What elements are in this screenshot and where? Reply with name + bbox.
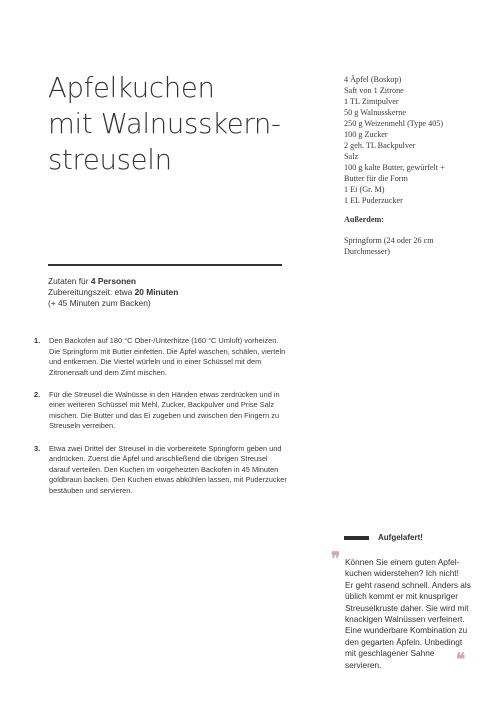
ingredient-item: 1 Ei (Gr. M) <box>344 185 385 194</box>
prep-time-value: 20 Minuten <box>134 287 179 298</box>
quote-line: kuchen widerstehen? Ich nicht! <box>345 568 459 579</box>
quote-open-icon: ❞ <box>331 549 341 569</box>
step-text: Den Backofen auf 180 °C Ober-/Unterhitze (160 °C Umluft) vorheizen. Die Springform mit Butter einfetten. Die Äpfel waschen, schälen, vierteln und entkernen. Die Viertel würfeln und in einer Schüssel mit dem Zitronensaft und dem Zimt mischen. <box>49 336 286 377</box>
ingredient-item: Salz <box>344 152 359 161</box>
servings-line <box>48 276 288 287</box>
prep-time-label: Zubereitungszeit: etwa <box>48 287 135 298</box>
title-line: mit Walnusskern- <box>48 108 281 140</box>
extra-equipment: Springform (24 oder 26 cm Durchmesser) <box>344 236 434 256</box>
quote-line: Streuselkruste daher. Sie wird mit <box>345 602 469 613</box>
servings-label: Zutaten für <box>48 276 91 286</box>
quote-line: knackigen Walnüssen verfeinert. <box>345 614 465 625</box>
ingredient-item: 1 TL Zimtpulver <box>344 97 399 106</box>
step-item <box>34 336 289 378</box>
bake-time: (+ 45 Minuten zum Backen) <box>48 298 151 309</box>
quote-line: mit geschlagener Sahne <box>345 648 435 659</box>
ingredient-item: 100 g Zucker <box>344 130 388 139</box>
ingredient-item: 50 g Walnusskerne <box>344 108 406 117</box>
title-line: streuseln <box>48 144 172 176</box>
quote-line: servieren. <box>345 659 382 670</box>
ingredient-item: Saft von 1 Zitrone <box>344 86 404 95</box>
step-number: 1. <box>34 336 41 345</box>
extra-heading: Außerdem: <box>344 215 385 224</box>
section-divider <box>48 264 282 266</box>
step-number: 3. <box>34 443 41 453</box>
step-item <box>34 390 289 432</box>
quote-line: Eine wunderbare Kombination zu <box>345 625 468 636</box>
ingredient-item: 2 geh. TL Backpulver <box>344 141 416 150</box>
tip-accent-bar <box>344 536 369 540</box>
ingredient-item: 100 g kalte Butter, gewürfelt + <box>344 163 445 172</box>
ingredient-item: 1 EL Puderzucker <box>344 196 403 205</box>
quote-close-icon: ❝ <box>456 650 466 670</box>
tip-quote <box>345 557 473 671</box>
step-number: 2. <box>34 389 41 399</box>
quote-line: üblich kommt er mit knuspriger <box>345 591 458 602</box>
title-line: Apfelkuchen <box>48 72 215 104</box>
recipe-meta <box>48 276 288 310</box>
step-item <box>34 444 289 497</box>
prep-time-line <box>48 287 288 298</box>
step-text: Etwa zwei Drittel der Streusel in die vorbereitete Springform geben und andrücken. Zuerst die Äpfel und anschließend die übrigen Streusel darauf verteilen. Den Kuchen im vorgeheizten Backofen in 45 Minuten goldbraun backen. Den Kuchen etwas abkühlen lassen, mit Puderzucker bestäuben und servieren. <box>49 443 287 495</box>
ingredient-item: Butter für die Form <box>344 174 408 183</box>
tip-heading: Aufgelafert! <box>378 533 423 542</box>
instruction-steps <box>34 336 289 508</box>
quote-line: Können Sie einem guten Apfel- <box>345 557 460 567</box>
ingredient-list <box>344 74 474 206</box>
quote-line: Er geht rasend schnell. Anders als <box>345 579 471 590</box>
servings-value: 4 Personen <box>90 276 136 286</box>
ingredient-item: 250 g Weizenmehl (Type 405) <box>344 119 444 128</box>
ingredient-item: 4 Äpfel (Boskop) <box>344 75 402 84</box>
quote-line: den gegarten Äpfeln. Unbedingt <box>345 636 463 647</box>
step-text: Für die Streusel die Walnüsse in den Händen etwas zerdrücken und in einer weiteren Schüssel mit Mehl, Zucker, Backpulver und Prise Salz mischen. Die Butter und das Ei zugeben und zwischen den Fingern zu Streuseln verreiben. <box>49 389 280 431</box>
recipe-title <box>48 70 308 178</box>
